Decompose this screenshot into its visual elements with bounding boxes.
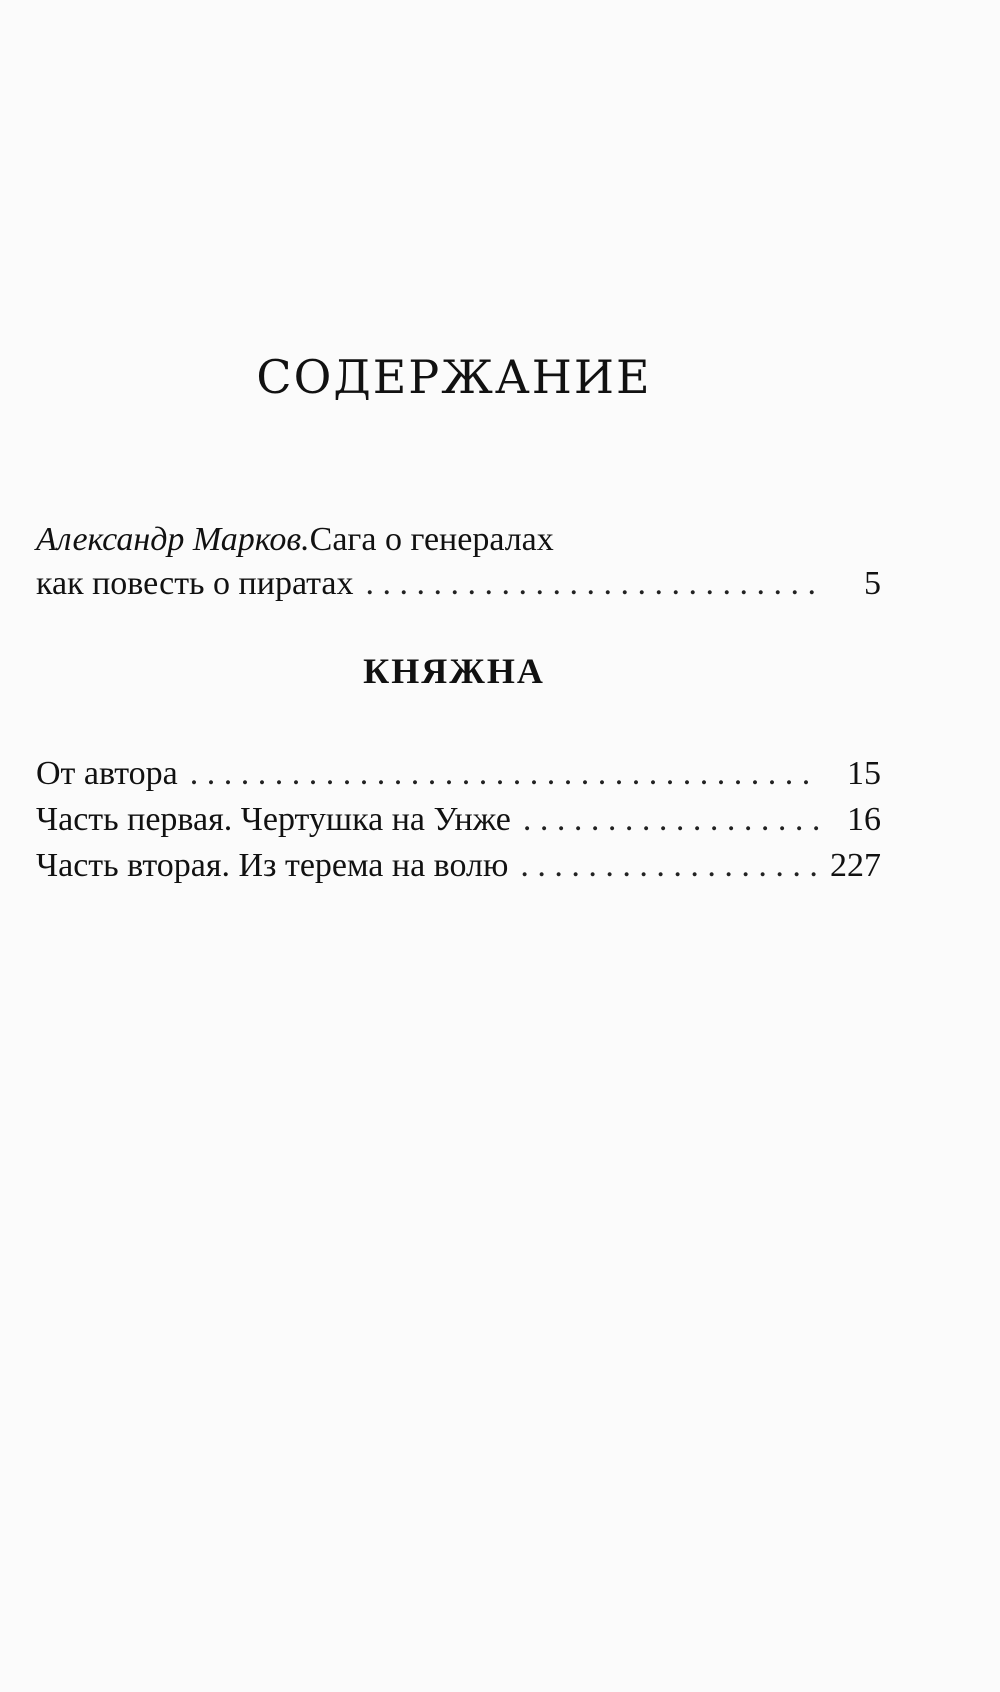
toc-entry-title: От автора xyxy=(36,755,178,792)
toc-entry-intro[interactable] xyxy=(36,518,881,606)
section-title: КНЯЖНА xyxy=(363,651,545,691)
toc-entry-page: 15 xyxy=(847,755,881,792)
toc-entry[interactable] xyxy=(36,798,881,842)
toc-entry[interactable] xyxy=(36,752,881,796)
toc-entry-line-2 xyxy=(36,562,881,606)
table-of-contents-heading: СОДЕРЖАНИЕ xyxy=(256,350,652,404)
toc-entry-title: Часть вторая. Из терема на волю xyxy=(36,847,509,884)
toc-entry-page: 16 xyxy=(847,801,881,838)
toc-entry-title-part1: Сага о генералах xyxy=(309,521,554,558)
dot-leader xyxy=(520,844,818,888)
toc-entry-line-1 xyxy=(36,518,881,562)
toc-entry-page: 227 xyxy=(830,847,881,884)
toc-entry-page: 5 xyxy=(864,565,881,602)
toc-entry-line xyxy=(36,844,881,888)
toc-entry-author: Александр Марков. xyxy=(36,521,310,558)
dot-leader xyxy=(523,798,819,842)
toc-entry[interactable] xyxy=(36,844,881,888)
dot-leader xyxy=(366,562,819,606)
toc-entry-line xyxy=(36,752,881,796)
dot-leader xyxy=(190,752,819,796)
toc-entry-title: Часть первая. Чертушка на Унже xyxy=(36,801,511,838)
toc-entry-line xyxy=(36,798,881,842)
toc-entry-title-part2: как повесть о пиратах xyxy=(36,565,354,602)
